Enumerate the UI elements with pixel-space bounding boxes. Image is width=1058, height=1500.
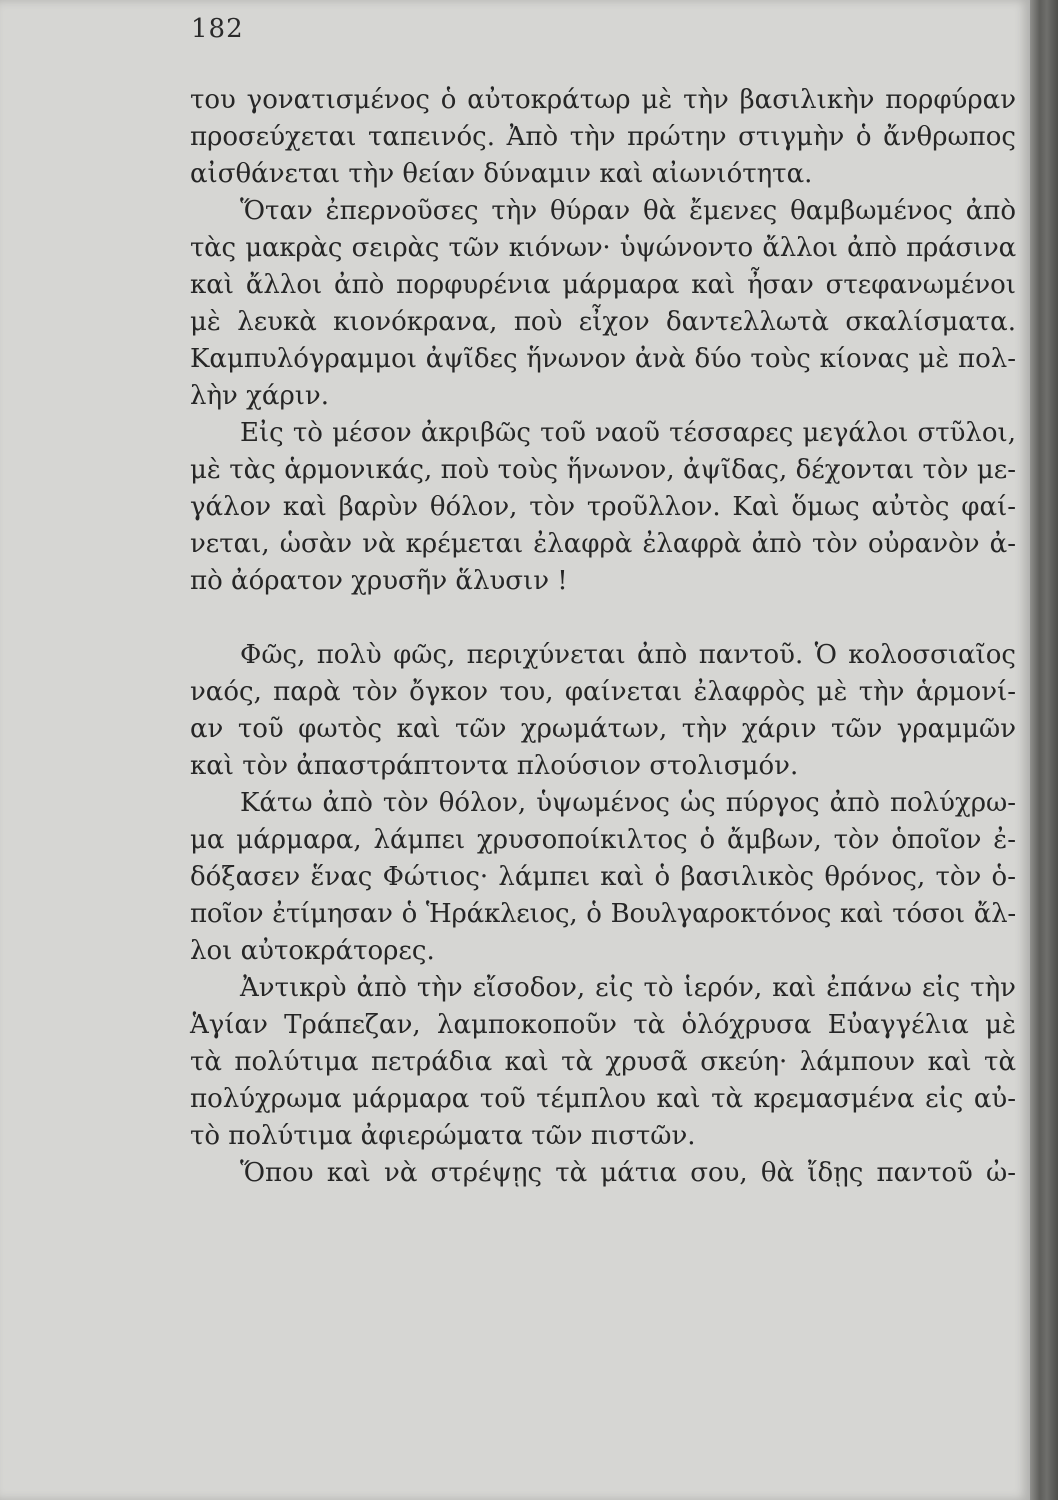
body-text bbox=[190, 82, 1016, 1192]
text-line: Ἀντικρὺ ἀπὸ τὴν εἴσοδον, εἰς τὸ ἱερόν, καὶ ἐπάνω εἰς τὴν bbox=[240, 973, 1016, 1003]
text-line: τὰς μακρὰς σειρὰς τῶν κιόνων· ὑψώνοντο ἄλλοι ἀπὸ πράσινα bbox=[190, 233, 1016, 263]
text-line: λοι αὐτοκράτορες. bbox=[190, 936, 435, 966]
text-line: προσεύχεται ταπεινός. Ἀπὸ τὴν πρώτην στιγμὴν ὁ ἄνθρωπος bbox=[190, 122, 1016, 152]
text-line: πὸ ἀόρατον χρυσῆν ἅλυσιν ! bbox=[190, 566, 568, 596]
text-line: ποῖον ἐτίμησαν ὁ Ἡράκλειος, ὁ Βουλγαροκτόνος καὶ τόσοι ἄλ- bbox=[190, 899, 1016, 929]
page-number: 182 bbox=[191, 14, 244, 44]
text-line: πολύχρωμα μάρμαρα τοῦ τέμπλου καὶ τὰ κρεμασμένα εἰς αὐ- bbox=[190, 1084, 1016, 1114]
text-line: νεται, ὡσὰν νὰ κρέμεται ἐλαφρὰ ἐλαφρὰ ἀπὸ τὸν οὐρανὸν ἀ- bbox=[190, 529, 1016, 559]
text-line: τὰ πολύτιμα πετράδια καὶ τὰ χρυσᾶ σκεύη· λάμπουν καὶ τὰ bbox=[190, 1047, 1016, 1077]
text-line: δόξασεν ἕνας Φώτιος· λάμπει καὶ ὁ βασιλικὸς θρόνος, τὸν ὁ- bbox=[190, 862, 1016, 892]
text-line: Ὅπου καὶ νὰ στρέψῃς τὰ μάτια σου, θὰ ἴδῃς παντοῦ ὠ- bbox=[240, 1158, 1016, 1188]
text-line: μα μάρμαρα, λάμπει χρυσοποίκιλτος ὁ ἄμβων, τὸν ὁποῖον ἐ- bbox=[190, 825, 1016, 855]
text-line: ναός, παρὰ τὸν ὄγκον του, φαίνεται ἐλαφρὸς μὲ τὴν ἁρμονί- bbox=[190, 677, 1016, 707]
text-line: τὸ πολύτιμα ἀφιερώματα τῶν πιστῶν. bbox=[190, 1121, 696, 1151]
text-line: Εἰς τὸ μέσον ἀκριβῶς τοῦ ναοῦ τέσσαρες μεγάλοι στῦλοι, bbox=[240, 418, 1016, 448]
text-line: Ἁγίαν Τράπεζαν, λαμποκοποῦν τὰ ὁλόχρυσα Εὐαγγέλια μὲ bbox=[190, 1010, 1016, 1040]
text-line: αἰσθάνεται τὴν θείαν δύναμιν καὶ αἰωνιότητα. bbox=[190, 159, 813, 189]
text-line: μὲ τὰς ἁρμονικάς, ποὺ τοὺς ἥνωνον, ἀψῖδας, δέχονται τὸν με- bbox=[190, 455, 1016, 485]
text-line: του γονατισμένος ὁ αὐτοκράτωρ μὲ τὴν βασιλικὴν πορφύραν bbox=[190, 85, 1016, 115]
text-line: καὶ τὸν ἀπαστράπτοντα πλούσιον στολισμόν. bbox=[190, 751, 799, 781]
text-line: Ὅταν ἐπερνοῦσες τὴν θύραν θὰ ἔμενες θαμβωμένος ἀπὸ bbox=[240, 196, 1016, 226]
text-line: μὲ λευκὰ κιονόκρανα, ποὺ εἶχον δαντελλωτὰ σκαλίσματα. bbox=[190, 307, 1016, 337]
text-line: αν τοῦ φωτὸς καὶ τῶν χρωμάτων, τὴν χάριν τῶν γραμμῶν bbox=[190, 714, 1016, 744]
section-break bbox=[190, 600, 1016, 637]
text-line: γάλον καὶ βαρὺν θόλον, τὸν τροῦλλον. Καὶ ὅμως αὐτὸς φαί- bbox=[190, 492, 1016, 522]
text-line: Καμπυλόγραμμοι ἀψῖδες ἥνωνον ἀνὰ δύο τοὺς κίονας μὲ πολ- bbox=[190, 344, 1016, 374]
text-line: καὶ ἄλλοι ἀπὸ πορφυρένια μάρμαρα καὶ ἦσαν στεφανωμένοι bbox=[190, 270, 1016, 300]
text-line: Φῶς, πολὺ φῶς, περιχύνεται ἀπὸ παντοῦ. Ὁ κολοσσιαῖος bbox=[240, 640, 1016, 670]
text-line: Κάτω ἀπὸ τὸν θόλον, ὑψωμένος ὡς πύργος ἀπὸ πολύχρω- bbox=[240, 788, 1016, 818]
book-binding-edge bbox=[1030, 0, 1058, 1500]
text-line: λὴν χάριν. bbox=[190, 381, 329, 411]
